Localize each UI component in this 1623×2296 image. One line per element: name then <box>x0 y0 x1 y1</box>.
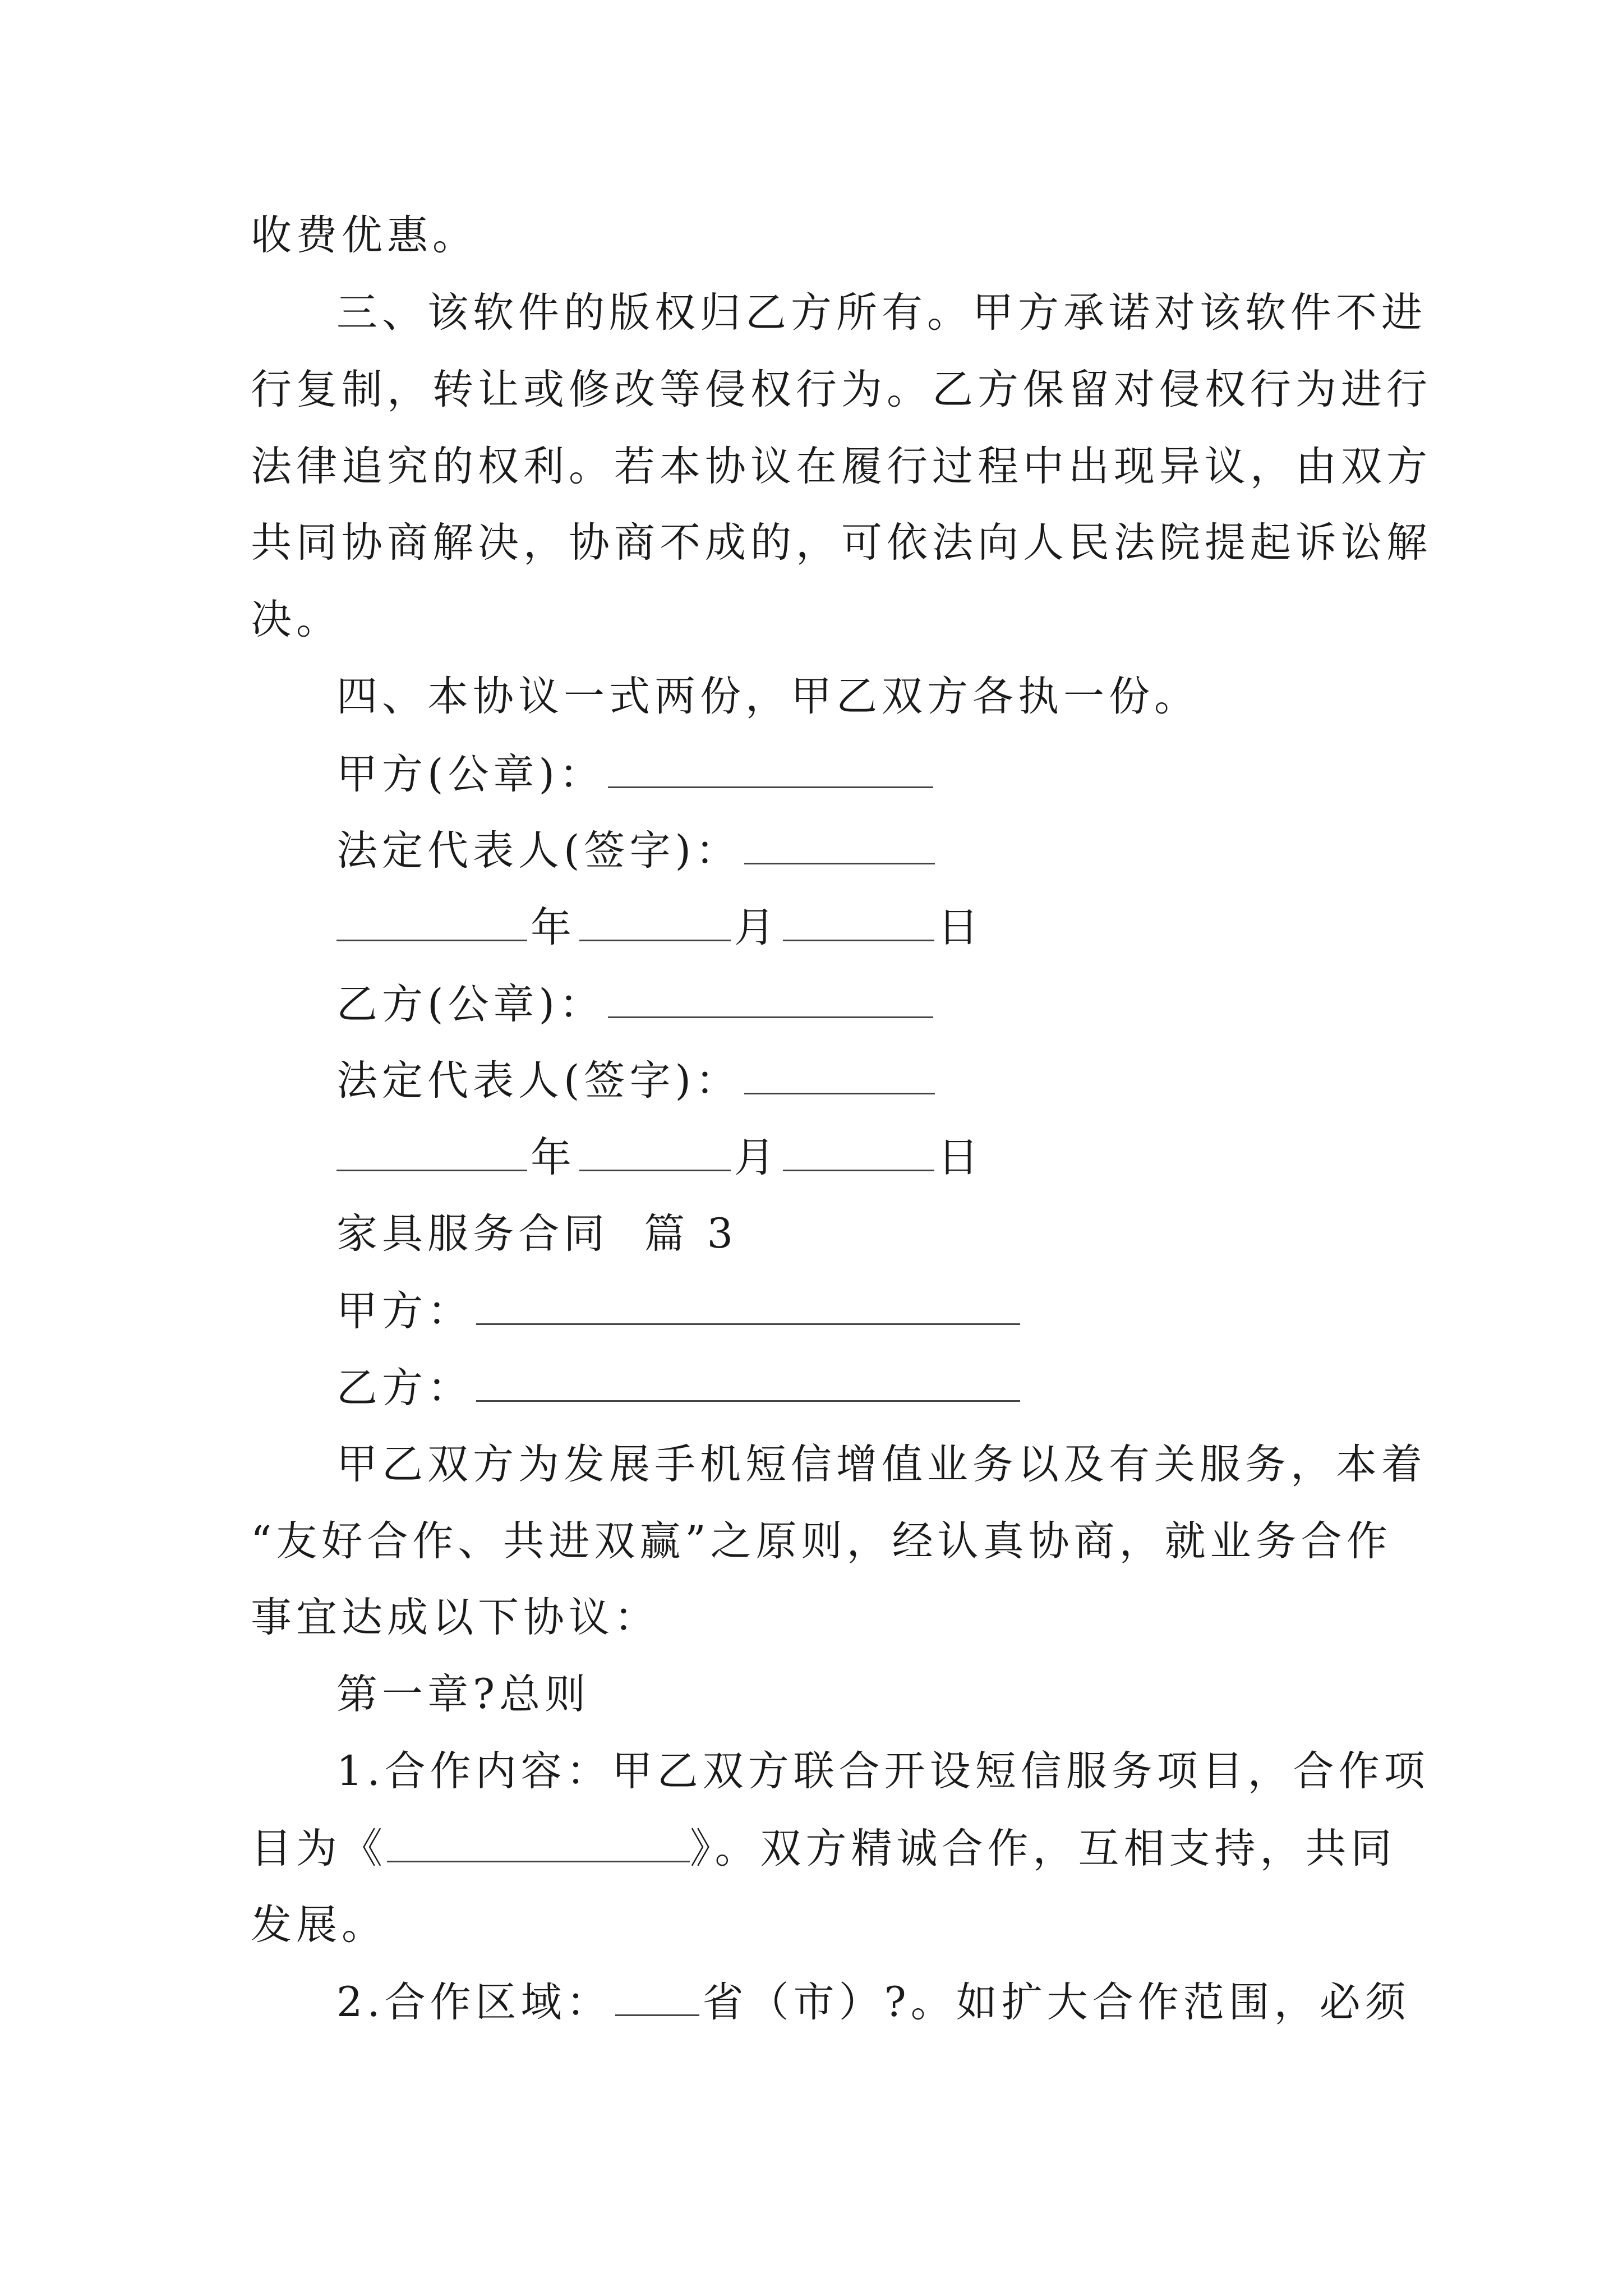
day-label: 日 <box>938 904 983 951</box>
month-blank <box>579 899 731 941</box>
party-a-seal-row <box>336 746 937 802</box>
party-b-blank <box>476 1360 1020 1402</box>
date-row-a <box>336 899 983 955</box>
clause-3-line: 三、该软件的版权归乙方所有。甲方承诺对该软件不进 <box>336 289 1427 337</box>
month-blank <box>579 1129 731 1171</box>
legal-rep-blank <box>744 1052 935 1094</box>
legal-rep-label: 法定代表人(签字)： <box>336 827 741 875</box>
party-a-seal-label: 甲方(公章)： <box>336 751 605 798</box>
preamble-line: 甲乙双方为发展手机短信增值业务以及有关服务，本着 <box>336 1441 1427 1488</box>
year-blank <box>336 1129 527 1171</box>
party-b-row <box>336 1360 1023 1416</box>
month-label: 月 <box>734 904 780 951</box>
month-label: 月 <box>734 1134 780 1181</box>
chapter-heading: 第一章?总则 <box>336 1671 591 1718</box>
clause-3-line: 法律追究的权利。若本协议在履行过程中出现异议，由双方 <box>251 443 1432 490</box>
year-label: 年 <box>531 1134 576 1181</box>
item-2-post: 省（市）?。如扩大合作范围，必须 <box>702 1978 1410 2026</box>
legal-rep-label: 法定代表人(签字)： <box>336 1057 741 1105</box>
party-a-row <box>336 1283 1023 1339</box>
legal-rep-row-a <box>336 822 938 878</box>
date-row-b <box>336 1129 983 1185</box>
day-blank <box>783 899 934 941</box>
item-2-pre: 2.合作区域： <box>336 1978 612 2026</box>
party-a-blank <box>476 1283 1020 1325</box>
year-blank <box>336 899 527 941</box>
year-label: 年 <box>531 904 576 951</box>
legal-rep-row-b <box>336 1052 938 1108</box>
party-b-seal-row <box>336 976 937 1032</box>
paragraph-line: 收费优惠。 <box>251 211 478 259</box>
party-a-label: 甲方： <box>336 1287 473 1335</box>
item-1-pre: 目为《 <box>251 1825 387 1872</box>
party-b-label: 乙方： <box>336 1364 473 1412</box>
day-blank <box>783 1129 934 1171</box>
clause-3-line: 共同协商解决，协商不成的，可依法向人民法院提起诉讼解 <box>251 519 1432 567</box>
item-2-line <box>336 1974 1410 2030</box>
preamble-line: “友好合作、共进双赢”之原则，经认真协商，就业务合作 <box>251 1517 1392 1565</box>
item-1-line: 1.合作内容：甲乙双方联合开设短信服务项目，合作项 <box>336 1747 1430 1795</box>
party-b-seal-blank <box>608 976 933 1018</box>
preamble-line: 事宜达成以下协议： <box>251 1594 660 1641</box>
item-1-post: 》。双方精诚合作，互相支持，共同 <box>690 1825 1396 1872</box>
clause-3-line: 行复制，转让或修改等侵权行为。乙方保留对侵权行为进行 <box>251 366 1432 413</box>
item-1-line <box>251 1820 1396 1876</box>
party-b-seal-label: 乙方(公章)： <box>336 981 605 1028</box>
party-a-seal-blank <box>608 746 933 788</box>
section-title: 家具服务合同 篇 3 <box>336 1210 738 1258</box>
clause-3-line: 决。 <box>251 596 342 643</box>
clause-4: 四、本协议一式两份，甲乙双方各执一份。 <box>336 673 1200 720</box>
region-blank <box>615 1974 699 2016</box>
day-label: 日 <box>938 1134 983 1181</box>
project-name-blank <box>387 1820 690 1862</box>
item-1-line: 发展。 <box>251 1901 387 1949</box>
legal-rep-blank <box>744 822 935 864</box>
